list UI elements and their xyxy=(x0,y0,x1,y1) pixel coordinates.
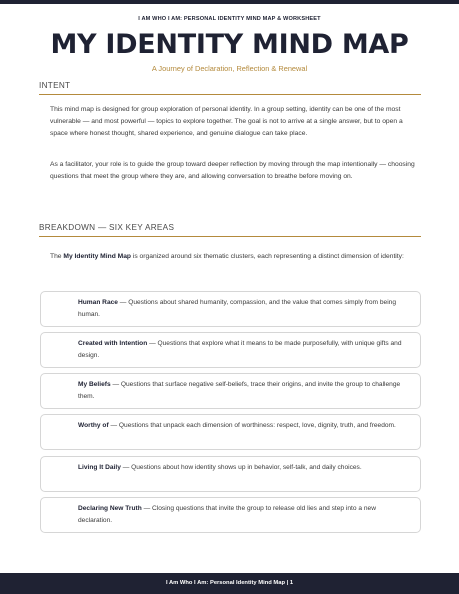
area-card-text xyxy=(78,462,408,474)
area-card-my-beliefs xyxy=(40,373,421,409)
page-footer: I Am Who I Am: Personal Identity Mind Map | 1 xyxy=(0,573,459,594)
area-card-text xyxy=(78,420,408,432)
page-subtitle: A Journey of Declaration, Reflection & Renewal xyxy=(151,64,308,73)
page-title: MY IDENTITY MIND MAP xyxy=(50,29,409,60)
area-name: Declaring New Truth xyxy=(78,505,142,512)
breakdown-divider xyxy=(39,236,421,237)
intent-heading xyxy=(39,81,421,90)
breakdown-intro-lead: The xyxy=(50,253,64,260)
breakdown-heading-label: BREAKDOWN — SIX KEY AREAS xyxy=(39,223,175,232)
area-card-declaring-new-truth xyxy=(40,497,421,533)
breakdown-intro xyxy=(50,251,420,263)
area-description: — Questions that surface negative self-beliefs, trace their origins, and invite the group to challenge them. xyxy=(78,381,401,400)
area-card-worthy-of xyxy=(40,414,421,450)
breakdown-heading xyxy=(39,223,421,232)
area-name: Worthy of xyxy=(78,422,109,429)
area-card-living-it-daily xyxy=(40,456,421,492)
area-description: — Questions about how identity shows up in behavior, self-talk, and daily choices. xyxy=(120,464,362,471)
breakdown-intro-rest: is organized around six thematic clusters, each representing a distinct dimension of identity: xyxy=(131,253,404,260)
breakdown-intro-emphasis: My Identity Mind Map xyxy=(63,253,132,260)
intent-paragraph-1: This mind map is designed for group exploration of personal identity. In a group setting, identity can be one of the most vulnerable — and most powerful — topics to explore together. The goal is not to arrive at a single answer, but to open a space where honest thought, shared experience, and genuine dialogue can take place. xyxy=(50,106,403,138)
intent-paragraph-2: As a facilitator, your role is to guide the group toward deeper reflection by moving through the map intentionally — choosing questions that meet the group where they are, and allowing conversation to breathe before moving on. xyxy=(50,161,415,181)
area-card-text xyxy=(78,338,408,362)
area-description: — Questions about shared humanity, compassion, and the value that comes simply from being human. xyxy=(78,299,397,318)
intent-divider xyxy=(39,94,421,95)
area-card-text xyxy=(78,503,408,527)
top-accent-bar xyxy=(0,0,459,4)
intent-heading-label: INTENT xyxy=(39,81,71,90)
area-description: — Closing questions that invite the group to release old lies and step into a new declaration. xyxy=(78,505,376,524)
area-description: — Questions that explore what it means to be made purposefully, with unique gifts and design. xyxy=(78,340,402,359)
area-name: Created with Intention xyxy=(78,340,148,347)
area-card-text xyxy=(78,379,408,403)
area-card-text xyxy=(78,297,408,321)
area-card-created-with-intention xyxy=(40,332,421,368)
area-name: My Beliefs xyxy=(78,381,111,388)
area-name: Human Race xyxy=(78,299,118,306)
area-name: Living It Daily xyxy=(78,464,121,471)
area-card-human-race xyxy=(40,291,421,327)
document-kicker: I AM WHO I AM: PERSONAL IDENTITY MIND MAP & WORKSHEET xyxy=(138,16,321,22)
area-description: — Questions that unpack each dimension of worthiness: respect, love, dignity, truth, and freedom. xyxy=(108,422,396,429)
